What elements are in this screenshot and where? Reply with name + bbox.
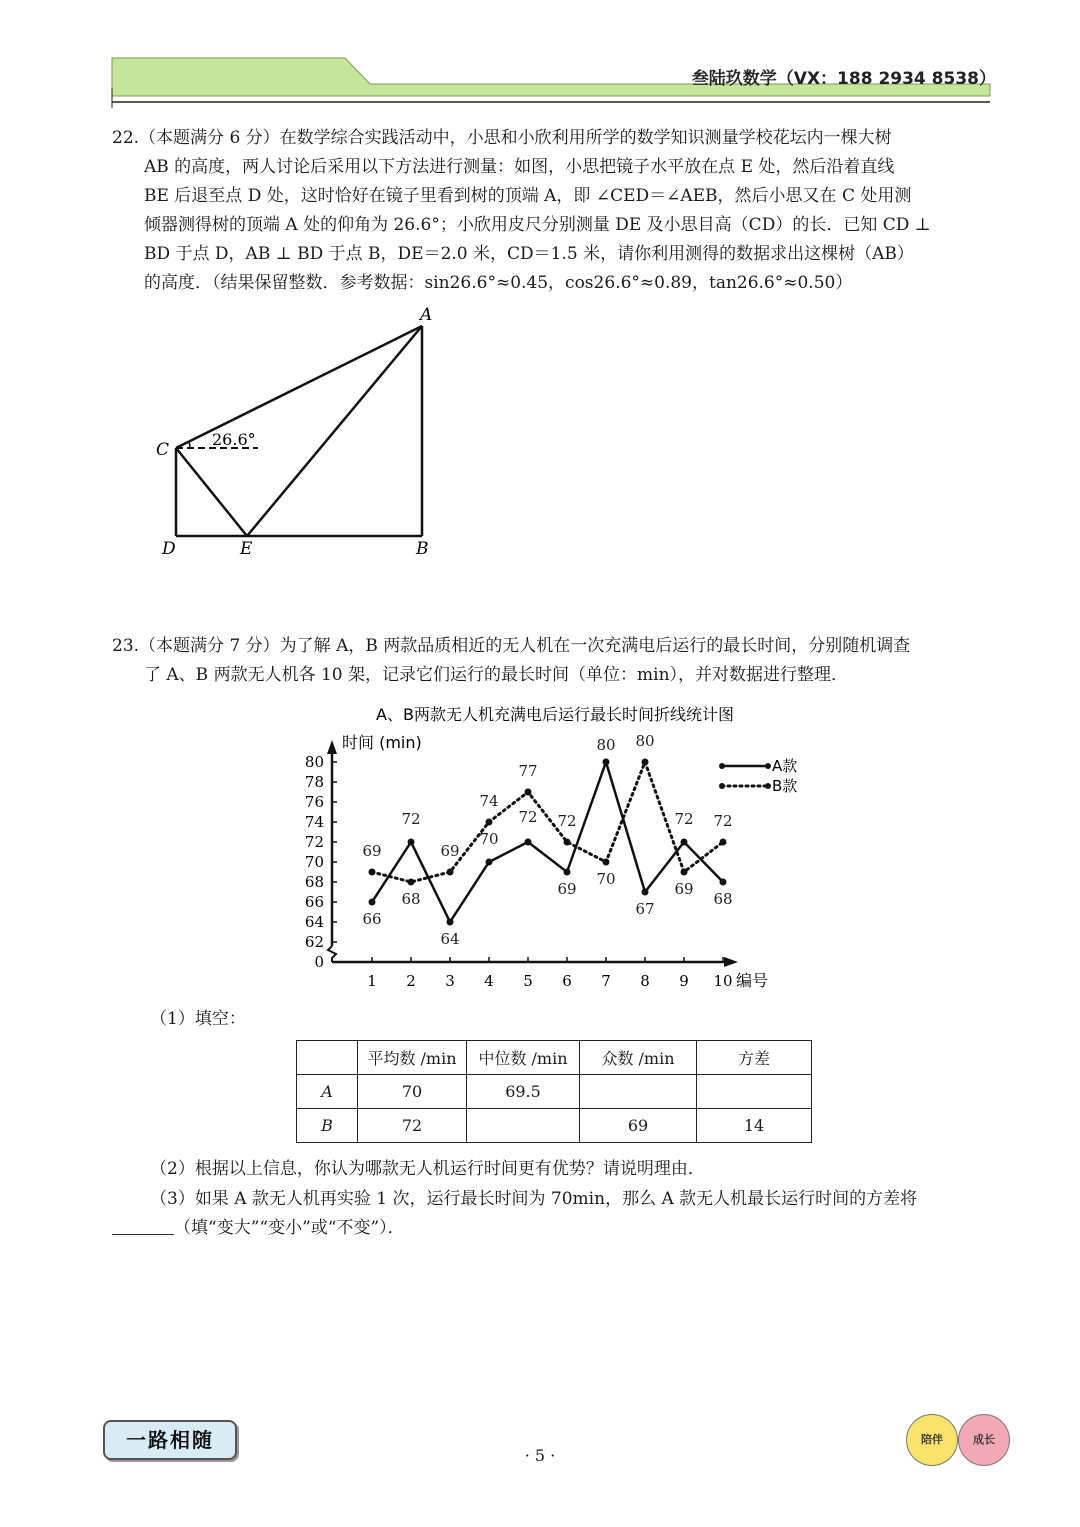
x-tick-label: 4 <box>484 972 494 990</box>
table-cell: B <box>297 1109 358 1143</box>
page-number: · 5 · <box>524 1446 556 1465</box>
series-b-point <box>720 839 727 846</box>
y-tick-label: 76 <box>304 793 324 811</box>
series-a-data-label: 69 <box>557 880 577 898</box>
x-tick-label: 1 <box>367 972 377 990</box>
series-a-point <box>408 839 415 846</box>
footer-badge: 一路相随 <box>103 1420 237 1460</box>
series-b-point <box>681 869 688 876</box>
q22-line: BE 后退至点 D 处，这时恰好在镜子里看到树的顶端 A，即 ∠CED＝∠AEB，然后小思又在 C 处用测 <box>144 186 912 206</box>
series-a-line <box>372 762 723 922</box>
y-axis-break <box>328 946 336 962</box>
series-a-point <box>642 889 649 896</box>
series-b-data-label: 72 <box>557 812 577 830</box>
label-e: E <box>240 539 253 559</box>
series-a-point <box>603 759 610 766</box>
series-b-data-label: 69 <box>362 842 382 860</box>
table-header-cell <box>297 1041 358 1075</box>
series-a-point <box>681 839 688 846</box>
y-axis-arrow <box>327 740 337 754</box>
part-3-line-2 <box>112 1213 405 1238</box>
table-cell: A <box>297 1075 358 1109</box>
table-cell: 14 <box>697 1109 812 1143</box>
q23-line: 了 A、B 两款无人机各 10 架，记录它们运行的最长时间（单位：min），并对数据进行整理． <box>144 665 849 685</box>
series-a-data-label: 70 <box>479 830 499 848</box>
legend-marker <box>765 763 771 769</box>
series-a-point <box>525 839 532 846</box>
series-b-data-label: 68 <box>401 890 421 908</box>
x-tick-label: 6 <box>562 972 572 990</box>
y-tick-label: 74 <box>304 813 324 831</box>
table-cell: 69 <box>580 1109 697 1143</box>
series-b-point <box>408 879 415 886</box>
angle-label: 26.6° <box>212 430 256 449</box>
series-b-point <box>447 869 454 876</box>
table-row <box>297 1109 812 1143</box>
x-tick-label: 9 <box>679 972 689 990</box>
series-b-data-label: 70 <box>596 870 616 888</box>
table-header-cell: 众数 /min <box>580 1041 697 1075</box>
table-header-cell: 中位数 /min <box>467 1041 580 1075</box>
x-tick-label: 8 <box>640 972 650 990</box>
table-cell: 69.5 <box>467 1075 580 1109</box>
series-a-data-label: 67 <box>635 900 655 918</box>
series-a-point <box>369 899 376 906</box>
y-tick-label: 80 <box>304 753 324 771</box>
y-tick-label: 78 <box>304 773 324 791</box>
series-a-data-label: 72 <box>401 810 421 828</box>
part-1-label: （1）填空： <box>150 1009 246 1029</box>
series-a-point <box>564 869 571 876</box>
line-chart <box>290 700 810 1000</box>
series-a-data-label: 68 <box>713 890 733 908</box>
question-23 <box>112 632 997 690</box>
series-b-point <box>369 869 376 876</box>
series-a-point <box>486 859 493 866</box>
series-a-data-label: 72 <box>518 808 538 826</box>
series-b-data-label: 69 <box>440 842 460 860</box>
series-b-data-label: 69 <box>674 880 694 898</box>
series-b-point <box>603 859 610 866</box>
q23-line: 23.（本题满分 7 分）为了解 A，B 两款品质相近的无人机在一次充满电后运行的最长时间，分别随机调查 <box>112 636 911 656</box>
series-a-data-label: 80 <box>596 736 616 754</box>
q22-line: BD 于点 D，AB ⊥ BD 于点 B，DE＝2.0 米，CD＝1.5 米，请你利用测得的数据求出这棵树（AB） <box>144 244 914 264</box>
x-tick-label: 5 <box>523 972 533 990</box>
label-a: A <box>420 305 433 325</box>
series-a-data-label: 72 <box>674 810 694 828</box>
series-b-data-label: 80 <box>635 732 655 750</box>
header-banner <box>0 0 1080 110</box>
question-22 <box>112 124 997 298</box>
line-ce <box>176 448 247 536</box>
q22-line: 的高度．（结果保留整数．参考数据：sin26.6°≈0.45，cos26.6°≈0.89，tan26.6°≈0.50） <box>144 273 853 293</box>
q22-line: 22.（本题满分 6 分）在数学综合实践活动中，小思和小欣利用所学的数学知识测量学校花坛内一棵大树 <box>112 128 892 148</box>
q22-line: AB 的高度，两人讨论后采用以下方法进行测量：如图，小思把镜子水平放在点 E 处，然后沿着直线 <box>144 157 895 177</box>
series-a-data-label: 64 <box>440 930 460 948</box>
header-title: 叁陆玖数学（VX：188 2934 8538） <box>691 69 996 89</box>
legend-marker <box>719 763 725 769</box>
label-d: D <box>162 539 176 559</box>
y-tick-label: 66 <box>304 893 324 911</box>
series-b-point <box>486 819 493 826</box>
table-header-row <box>297 1041 812 1075</box>
legend-label: A款 <box>772 757 798 775</box>
table-cell-blank[interactable] <box>697 1075 812 1109</box>
series-a-point <box>720 879 727 886</box>
series-b-data-label: 77 <box>518 762 538 780</box>
legend-label: B款 <box>772 777 798 795</box>
legend-marker <box>765 783 771 789</box>
series-b-data-label: 74 <box>479 792 499 810</box>
table-header-cell: 平均数 /min <box>358 1041 467 1075</box>
series-a-data-label: 66 <box>362 910 382 928</box>
answer-blank[interactable] <box>112 1218 174 1235</box>
y-tick-label: 62 <box>304 933 324 951</box>
statistics-table <box>296 1040 812 1143</box>
table-cell-blank[interactable] <box>580 1075 697 1109</box>
y-axis-label: 时间 (min) <box>342 733 422 752</box>
part-3-line-1: （3）如果 A 款无人机再实验 1 次，运行最长时间为 70min，那么 A 款无人机最长运行时间的方差将 <box>150 1189 918 1209</box>
series-b-data-label: 72 <box>713 812 733 830</box>
x-tick-label: 3 <box>445 972 455 990</box>
label-b: B <box>416 539 429 559</box>
series-a-point <box>447 919 454 926</box>
y-tick-label: 70 <box>304 853 324 871</box>
circle-badge-left: 陪伴 <box>906 1414 958 1466</box>
part-3-choice-text: （填“变大”“变小”或“不变”）． <box>174 1218 405 1238</box>
label-c: C <box>156 440 170 460</box>
chart-title: A、B两款无人机充满电后运行最长时间折线统计图 <box>376 705 734 724</box>
x-tick-label: 2 <box>406 972 416 990</box>
geometry-figure <box>140 300 460 570</box>
series-b-line <box>372 762 723 882</box>
table-row <box>297 1075 812 1109</box>
y-tick-label: 64 <box>304 913 324 931</box>
y-tick-label: 68 <box>304 873 324 891</box>
circle-badge-right: 成长 <box>958 1414 1010 1466</box>
x-axis-label: 编号 <box>736 971 769 990</box>
part-2: （2）根据以上信息，你认为哪款无人机运行时间更有优势？请说明理由． <box>150 1159 705 1179</box>
legend-marker <box>719 783 725 789</box>
series-b-point <box>525 789 532 796</box>
table-cell-blank[interactable] <box>467 1109 580 1143</box>
series-b-point <box>564 839 571 846</box>
x-tick-label: 10 <box>713 972 733 990</box>
table-header-cell: 方差 <box>697 1041 812 1075</box>
series-b-point <box>642 759 649 766</box>
y-tick-label: 0 <box>314 953 324 971</box>
x-tick-label: 7 <box>601 972 611 990</box>
line-ea <box>247 326 422 536</box>
y-tick-label: 72 <box>304 833 324 851</box>
table-cell: 72 <box>358 1109 467 1143</box>
q22-line: 倾器测得树的顶端 A 处的仰角为 26.6°；小欣用皮尺分别测量 DE 及小思目高（CD）的长．已知 CD ⊥ <box>144 215 931 235</box>
x-axis-arrow <box>724 957 738 967</box>
table-cell: 70 <box>358 1075 467 1109</box>
